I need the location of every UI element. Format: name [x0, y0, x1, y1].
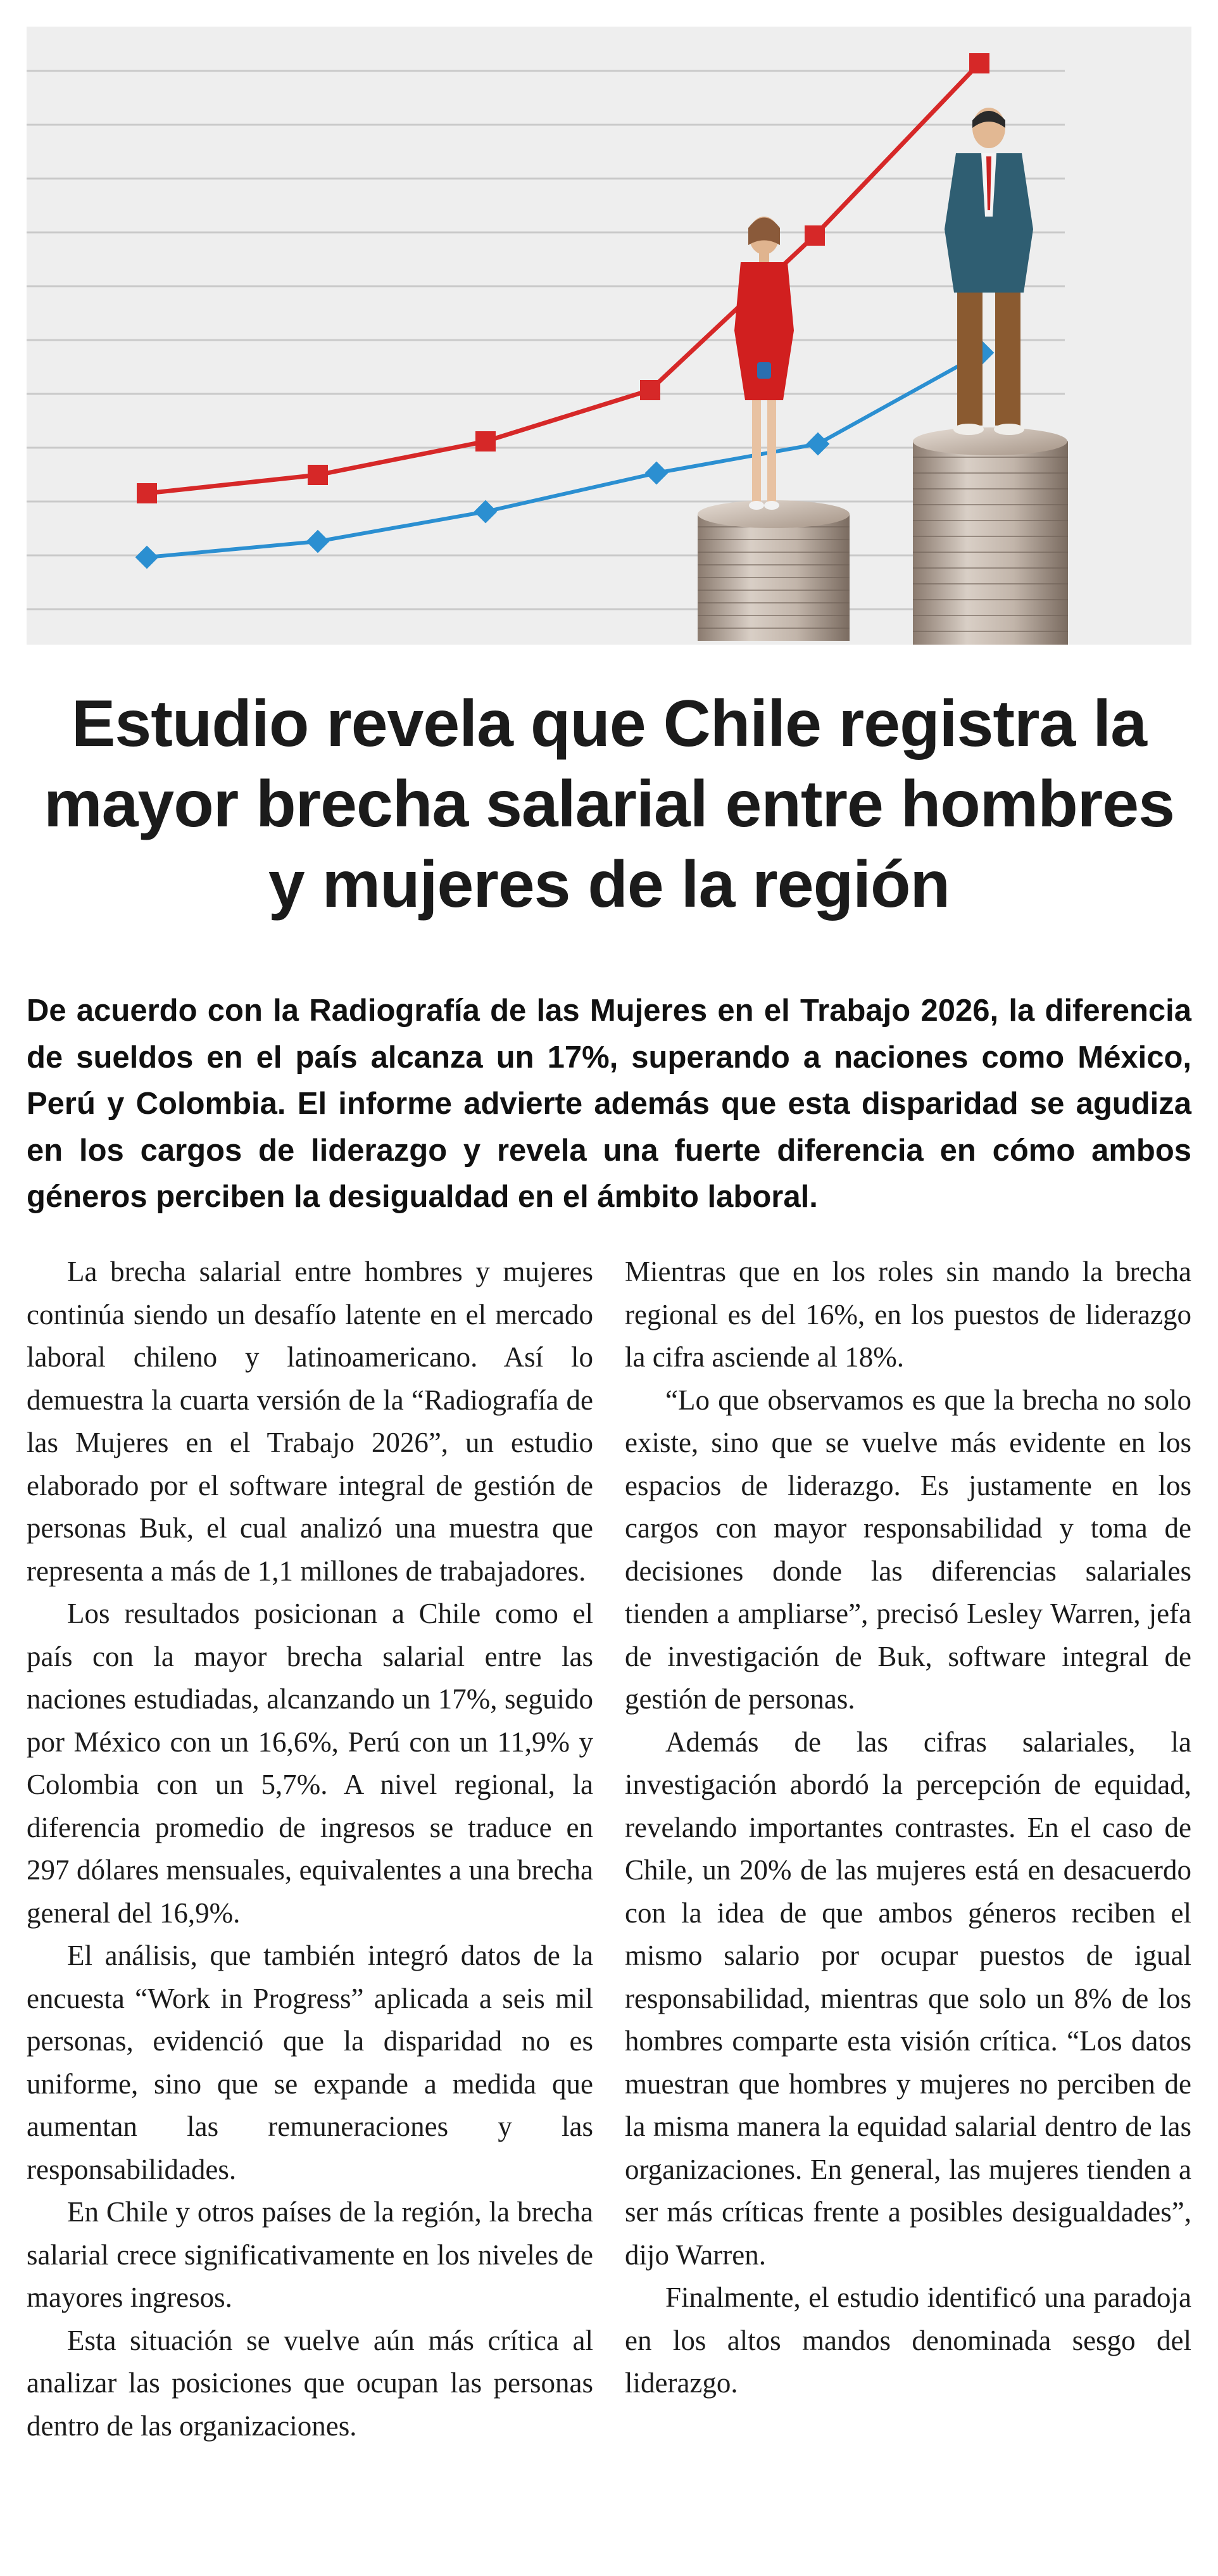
paragraph: Finalmente, el estudio identificó una paradoja en los altos mandos denominada sesgo del liderazgo. — [625, 2282, 1191, 2399]
coin-stack-tall — [913, 427, 1068, 645]
coin-stack-small — [698, 500, 850, 641]
paragraph: Los resultados posicionan a Chile como el país con la mayor brecha salarial entre las naciones estudiadas, alcanzando un 17%, seguido por México con un 16,6%, Perú con un 11,9% y Colombia con un 5,7%. A nivel regional, la diferencia promedio de ingresos se traduce en 297 dólares mensuales, equivalentes a una brecha general del 16,9%. — [27, 1598, 593, 1929]
article-headline: Estudio revela que Chile registra la mayor brecha salarial entre hombres y mujeres de la región — [44, 687, 1174, 921]
hero-illustration — [27, 27, 1191, 645]
article-body — [27, 1251, 1191, 2561]
hero-image — [27, 27, 1191, 645]
paragraph: En Chile y otros países de la región, la brecha salarial crece significativamente en los niveles de mayores ingresos. — [27, 2196, 593, 2313]
right-column — [625, 1251, 1191, 2561]
paragraph: Además de las cifras salariales, la investigación abordó la percepción de equidad, revelando importantes contrastes. En el caso de Chile, un 20% de las mujeres está en desacuerdo con la idea de que ambos géneros reciben el mismo salario por ocupar puestos de igual responsabilidad, mientras que solo un 8% de los hombres comparte esta visión crítica. “Los datos muestran que hombres y mujeres no perciben de la misma manera la equidad salarial dentro de las organizaciones. En general, las mujeres tienden a ser más críticas frente a posibles desigualdades”, dijo Warren. — [625, 1726, 1191, 2271]
paragraph: La brecha salarial entre hombres y mujeres continúa siendo un desafío latente en el mercado laboral chileno y latinoamericano. Así lo demuestra la cuarta versión de la “Radiografía de las Mujeres en el Trabajo 2026”, un estudio elaborado por el software integral de gestión de personas Buk, el cual analizó una muestra que representa a más de 1,1 millones de trabajadores. — [27, 1256, 593, 1587]
paragraph: “Lo que observamos es que la brecha no solo existe, sino que se vuelve más evidente en los espacios de liderazgo. Es justamente en los cargos con mayor responsabilidad y toma de decisiones donde las diferencias salariales tienden a ampliarse”, precisó Lesley Warren, jefa de investigación de Buk, software integral de gestión de personas. — [625, 1384, 1191, 1715]
article-lead: De acuerdo con la Radiografía de las Mujeres en el Trabajo 2026, la diferencia de sueldos en el país alcanza un 17%, superando a naciones como México, Perú y Colombia. El informe advierte además que esta disparidad se agudiza en los cargos de liderazgo y revela una fuerte diferencia en cómo ambos géneros perciben la desigualdad en el ámbito laboral. — [27, 994, 1191, 1214]
paragraph: Esta situación se vuelve aún más crítica al analizar las posiciones que ocupan las personas dentro de las organizaciones. — [27, 2324, 593, 2442]
left-column — [27, 1251, 593, 2561]
paragraph: Mientras que en los roles sin mando la brecha regional es del 16%, en los puestos de liderazgo la cifra asciende al 18%. — [625, 1256, 1191, 1373]
paragraph: El análisis, que también integró datos de la encuesta “Work in Progress” aplicada a seis mil personas, evidenció que la disparidad no es uniforme, sino que se expande a medida que aumentan las remuneraciones y las responsabilidades. — [27, 1940, 593, 2185]
